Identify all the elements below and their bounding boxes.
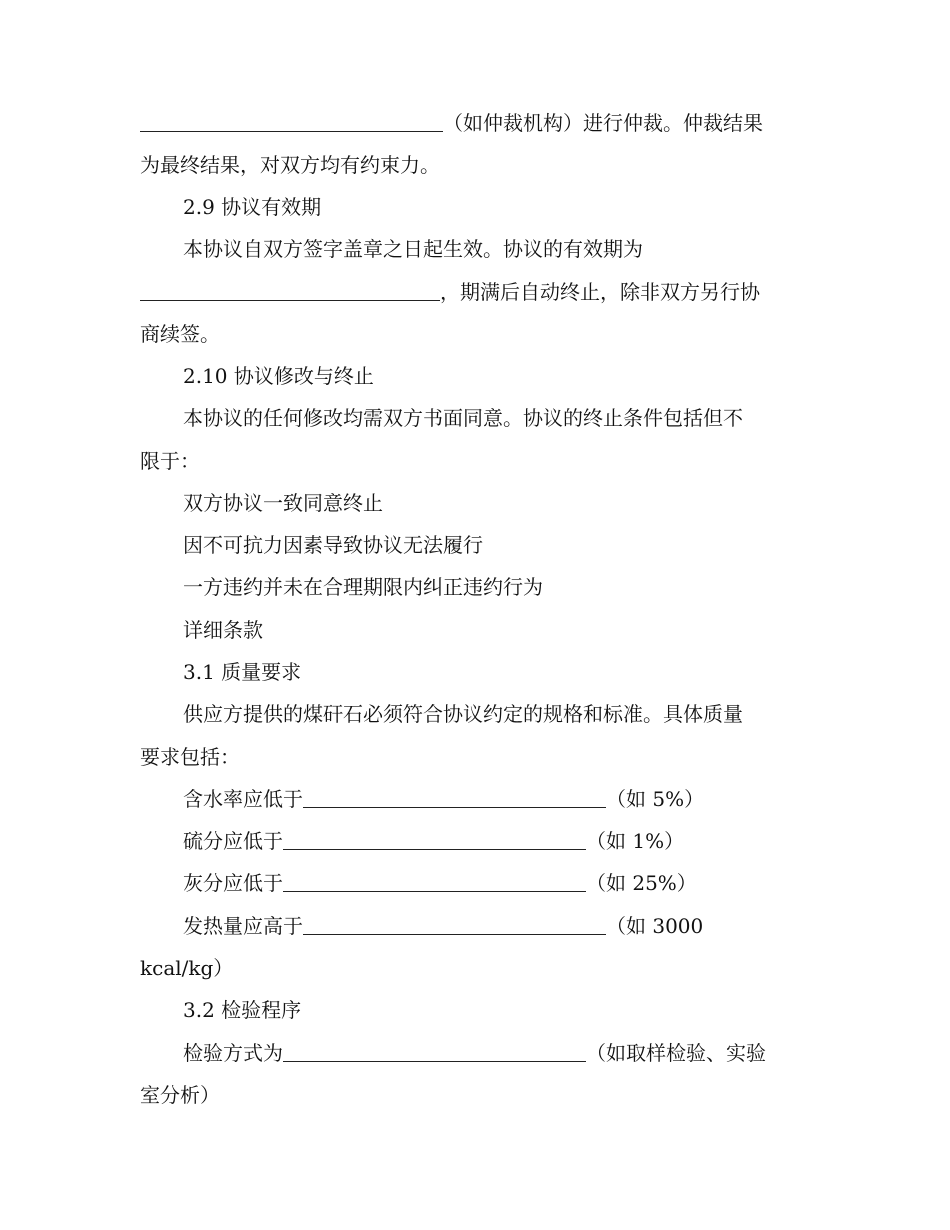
label: 发热量应高于 [183,914,303,938]
label: 含水率应低于 [183,787,303,811]
paragraph-validity-line2 [140,277,820,307]
hint: （如 5%） [606,787,705,811]
label: 灰分应低于 [183,871,283,895]
fill-blank [140,278,440,301]
list-item: 一方违约并未在合理期限内纠正违约行为 [183,575,543,599]
label: 硫分应低于 [183,829,283,853]
paragraph-quality: 供应方提供的煤矸石必须符合协议约定的规格和标准。具体质量 [183,702,743,726]
section-heading-3: 详细条款 [183,618,263,642]
paragraph-inspection [183,1038,863,1068]
hint: （如 3000 [606,914,704,938]
heading-3-1: 3.1 质量要求 [183,660,302,684]
requirement-calorific-cont: kcal/kg） [140,956,234,980]
heading-3-2: 3.2 检验程序 [183,998,302,1022]
text: ，期满后自动终止，除非双方另行协 [440,280,760,304]
list-item: 双方协议一致同意终止 [183,491,383,515]
paragraph-arbitration-cont: 为最终结果，对双方均有约束力。 [140,153,440,177]
paragraph-inspection-cont: 室分析） [140,1083,220,1107]
paragraph-validity: 本协议自双方签字盖章之日起生效。协议的有效期为 [183,237,643,261]
fill-blank [303,785,606,808]
hint: （如取样检验、实验 [586,1041,766,1065]
requirement-sulfur [183,826,863,856]
fill-blank [283,827,586,850]
fill-blank [140,109,443,132]
list-item: 因不可抗力因素导致协议无法履行 [183,533,483,557]
paragraph-validity-cont: 商续签。 [140,322,220,346]
hint: （如 1%） [586,829,685,853]
hint: （如 25%） [586,871,697,895]
requirement-calorific [183,911,863,941]
heading-2-9: 2.9 协议有效期 [183,195,322,219]
heading-2-10: 2.10 协议修改与终止 [183,364,374,388]
requirement-ash [183,868,863,898]
paragraph-quality-cont: 要求包括： [140,745,240,769]
paragraph-arbitration [140,108,820,138]
text: （如仲裁机构）进行仲裁。仲裁结果 [443,111,763,135]
label: 检验方式为 [183,1041,283,1065]
fill-blank [303,912,606,935]
fill-blank [283,869,586,892]
fill-blank [283,1039,586,1062]
paragraph-termination-cont: 限于： [140,449,200,473]
paragraph-termination: 本协议的任何修改均需双方书面同意。协议的终止条件包括但不 [183,406,743,430]
requirement-moisture [183,784,863,814]
